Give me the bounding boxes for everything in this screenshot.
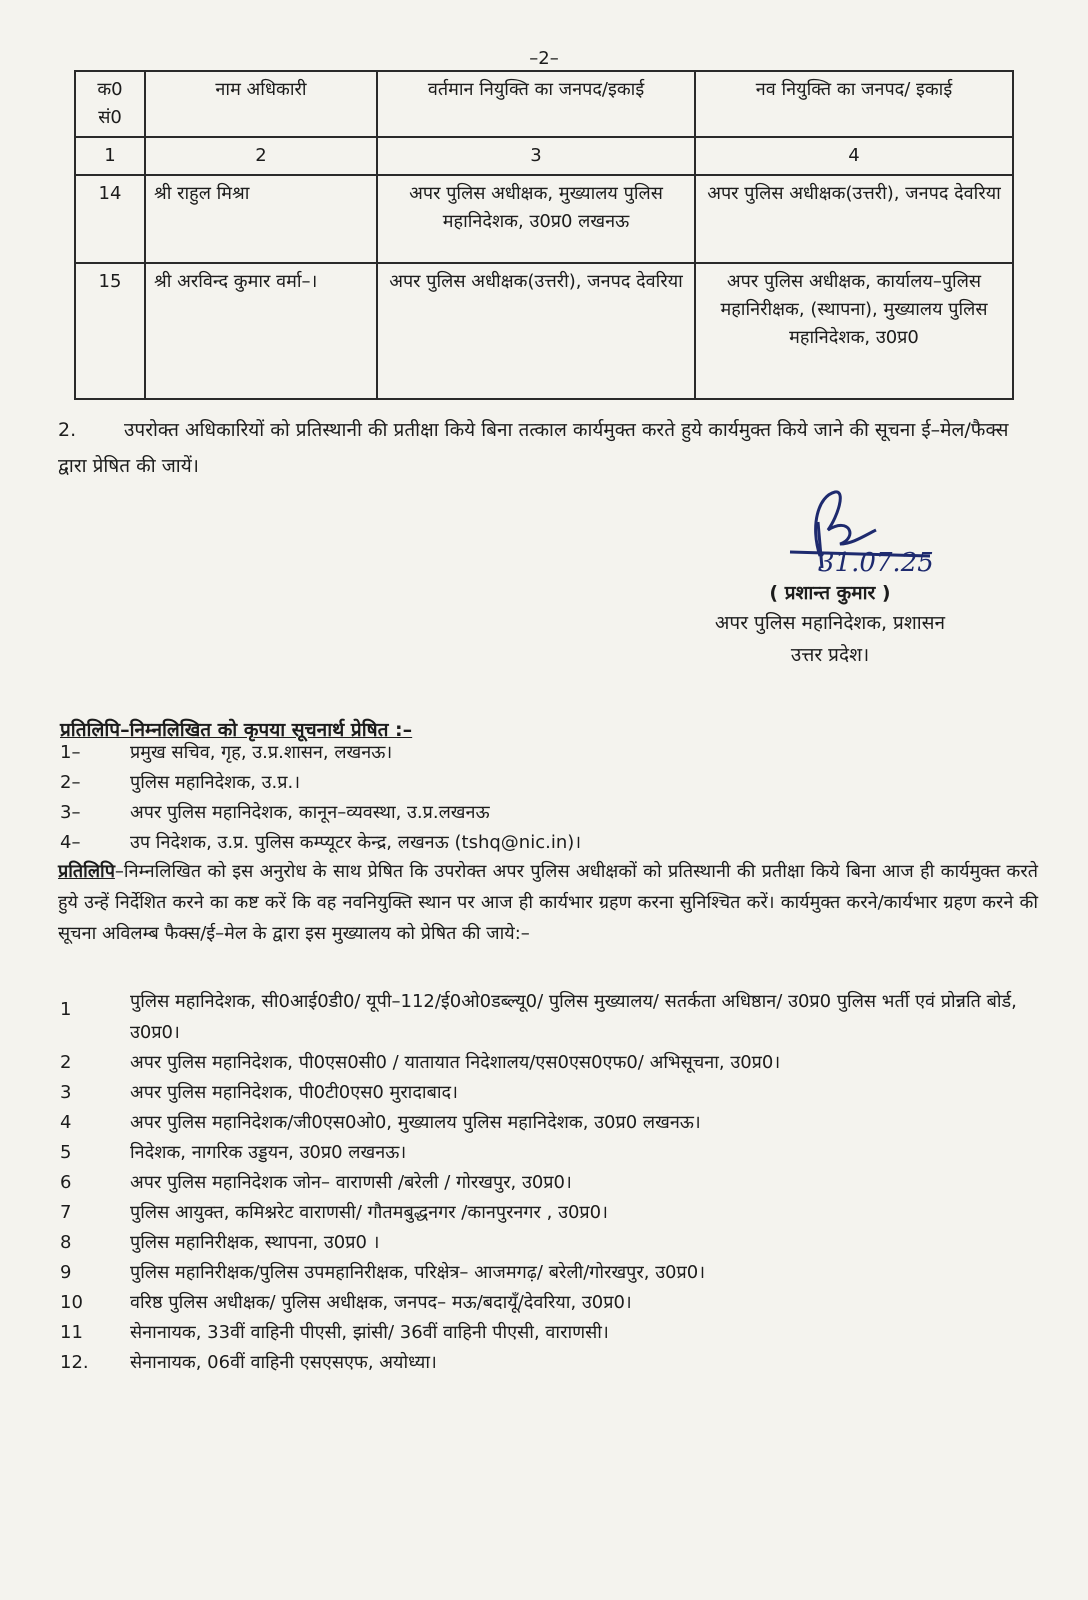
- row-sno: 15: [75, 263, 145, 399]
- colnum-2: 2: [145, 137, 377, 175]
- list-item-text: सेनानायक, 06वीं वाहिनी एसएसएफ, अयोध्या।: [130, 1352, 437, 1373]
- cc-lead: प्रतिलिपि: [58, 861, 115, 882]
- list-item-text: प्रमुख सचिव, गृह, उ.प्र.शासन, लखनऊ।: [130, 742, 393, 763]
- header-sno: क0 सं0: [75, 71, 145, 137]
- list-item-number: 5: [60, 1142, 72, 1163]
- list-item-text: अपर पुलिस महानिदेशक/जी0एस0ओ0, मुख्यालय पुलिस महानिदेशक, उ0प्र0 लखनऊ।: [130, 1112, 701, 1133]
- list-item-number: 4: [60, 1112, 72, 1133]
- list-item-text: पुलिस महानिदेशक, सी0आई0डी0/ यूपी–112/ई0ओ0डब्ल्यू0/ पुलिस मुख्यालय/ सतर्कता अधिष्ठान/ उ0प्र0 पुलिस भर्ती एवं प्रोन्नति बोर्ड, उ0प्र0।: [130, 991, 1017, 1043]
- cc-list-1: [60, 738, 1040, 858]
- table-row: [75, 175, 1013, 263]
- paragraph-text: उपरोक्त अधिकारियों को प्रतिस्थानी की प्रतीक्षा किये बिना तत्काल कार्यमुक्त करते हुये कार्यमुक्त किये जाने की सूचना ई–मेल/फैक्स द्वारा प्रेषित की जायें।: [58, 419, 1009, 477]
- list-item: [60, 1318, 1040, 1348]
- list-item: [60, 1288, 1040, 1318]
- list-item-number: 9: [60, 1262, 72, 1283]
- colnum-3: 3: [377, 137, 695, 175]
- paragraph-2: [58, 412, 1018, 484]
- signatory-designation: अपर पुलिस महानिदेशक, प्रशासन: [714, 612, 946, 634]
- page-number: –2–: [529, 48, 559, 69]
- header-new-posting: नव नियुक्ति का जनपद/ इकाई: [695, 71, 1013, 137]
- list-item-text: अपर पुलिस महानिदेशक, कानून–व्यवस्था, उ.प्र.लखनऊ: [130, 802, 490, 823]
- list-item-text: पुलिस महानिदेशक, उ.प्र.।: [130, 772, 301, 793]
- table-row: [75, 263, 1013, 399]
- list-item-number: 1–: [60, 742, 81, 763]
- table-header-row: [75, 71, 1013, 137]
- list-item-text: सेनानायक, 33वीं वाहिनी पीएसी, झांसी/ 36वीं वाहिनी पीएसी, वाराणसी।: [130, 1322, 609, 1343]
- list-item-text: पुलिस आयुक्त, कमिश्नरेट वाराणसी/ गौतमबुद्धनगर /कानपुरनगर , उ0प्र0।: [130, 1202, 608, 1223]
- list-item-number: 3–: [60, 802, 81, 823]
- list-item-text: पुलिस महानिरीक्षक/पुलिस उपमहानिरीक्षक, परिक्षेत्र– आजमगढ़/ बरेली/गोरखपुर, उ0प्र0।: [130, 1262, 706, 1283]
- cc-paragraph-text: –निम्नलिखित को इस अनुरोध के साथ प्रेषित कि उपरोक्त अपर पुलिस अधीक्षकों को प्रतिस्थानी की प्रतीक्षा किये बिना आज ही कार्यमुक्त करते हुये उन्हें निर्देशित करने का कष्ट करें कि वह नवनियुक्ति स्थान पर आज ही कार्यभार ग्रहण करना सुनिश्चित करें। कार्यमुक्त करने/कार्यभार ग्रहण करने की सूचना अविलम्ब फैक्स/ई–मेल के द्वारा इस मुख्यालय को प्रेषित की जाये:–: [58, 861, 1038, 944]
- cc-paragraph: [58, 856, 1038, 949]
- list-item: [60, 1078, 1040, 1108]
- list-item: [60, 768, 1040, 798]
- list-item: [60, 1258, 1040, 1288]
- list-item: [60, 738, 1040, 768]
- row-sno: 14: [75, 175, 145, 263]
- list-item: [60, 1108, 1040, 1138]
- row-current-posting: अपर पुलिस अधीक्षक, मुख्यालय पुलिस महानिदेशक, उ0प्र0 लखनऊ: [377, 175, 695, 263]
- row-new-posting: अपर पुलिस अधीक्षक, कार्यालय–पुलिस महानिरीक्षक, (स्थापना), मुख्यालय पुलिस महानिदेशक, उ0प्र0: [695, 263, 1013, 399]
- list-item-number: 11: [60, 1322, 83, 1343]
- row-current-posting: अपर पुलिस अधीक्षक(उत्तरी), जनपद देवरिया: [377, 263, 695, 399]
- list-item: [60, 1168, 1040, 1198]
- list-item: [60, 1048, 1040, 1078]
- list-item: [60, 1348, 1040, 1378]
- list-item-number: 6: [60, 1172, 72, 1193]
- list-item: [60, 828, 1040, 858]
- list-item: [60, 1198, 1040, 1228]
- list-item-number: 7: [60, 1202, 72, 1223]
- list-item-text: उप निदेशक, उ.प्र. पुलिस कम्प्यूटर केन्द्र, लखनऊ (tshq@nic.in)।: [130, 832, 582, 853]
- colnum-1: 1: [75, 137, 145, 175]
- paragraph-number: 2.: [58, 419, 77, 441]
- list-item-text: अपर पुलिस महानिदेशक जोन– वाराणसी /बरेली / गोरखपुर, उ0प्र0।: [130, 1172, 572, 1193]
- list-item-number: 8: [60, 1232, 72, 1253]
- signatory-name: ( प्रशान्त कुमार ): [769, 582, 891, 604]
- header-current-posting: वर्तमान नियुक्ति का जनपद/इकाई: [377, 71, 695, 137]
- list-item-number: 3: [60, 1082, 72, 1103]
- cc-heading: प्रतिलिपि–निम्नलिखित को कृपया सूचनार्थ प्रेषित :–: [60, 719, 413, 741]
- list-item-number: 10: [60, 1292, 83, 1313]
- list-item: [60, 798, 1040, 828]
- row-name: श्री राहुल मिश्रा: [145, 175, 377, 263]
- colnum-4: 4: [695, 137, 1013, 175]
- list-item: [60, 986, 1040, 1048]
- list-item-text: अपर पुलिस महानिदेशक, पी0टी0एस0 मुरादाबाद।: [130, 1082, 458, 1103]
- list-item-text: वरिष्ठ पुलिस अधीक्षक/ पुलिस अधीक्षक, जनपद– मऊ/बदायूँ/देवरिया, उ0प्र0।: [130, 1292, 632, 1313]
- row-name: श्री अरविन्द कुमार वर्मा–।: [145, 263, 377, 399]
- row-new-posting: अपर पुलिस अधीक्षक(उत्तरी), जनपद देवरिया: [695, 175, 1013, 263]
- list-item-number: 2–: [60, 772, 81, 793]
- list-item-number: 1: [60, 999, 72, 1020]
- list-item-text: पुलिस महानिरीक्षक, स्थापना, उ0प्र0 ।: [130, 1232, 380, 1253]
- signatory-state: उत्तर प्रदेश।: [790, 644, 870, 666]
- cc-list-2: [60, 986, 1040, 1378]
- table-colnum-row: [75, 137, 1013, 175]
- transfer-table: [74, 70, 1014, 400]
- signature-date: 31.07.25: [818, 548, 934, 578]
- list-item-number: 4–: [60, 832, 81, 853]
- list-item-text: अपर पुलिस महानिदेशक, पी0एस0सी0 / यातायात निदेशालय/एस0एस0एफ0/ अभिसूचना, उ0प्र0।: [130, 1052, 781, 1073]
- list-item-number: 2: [60, 1052, 72, 1073]
- list-item-text: निदेशक, नागरिक उड्डयन, उ0प्र0 लखनऊ।: [130, 1142, 407, 1163]
- list-item: [60, 1138, 1040, 1168]
- list-item-number: 12.: [60, 1352, 89, 1373]
- list-item: [60, 1228, 1040, 1258]
- header-name: नाम अधिकारी: [145, 71, 377, 137]
